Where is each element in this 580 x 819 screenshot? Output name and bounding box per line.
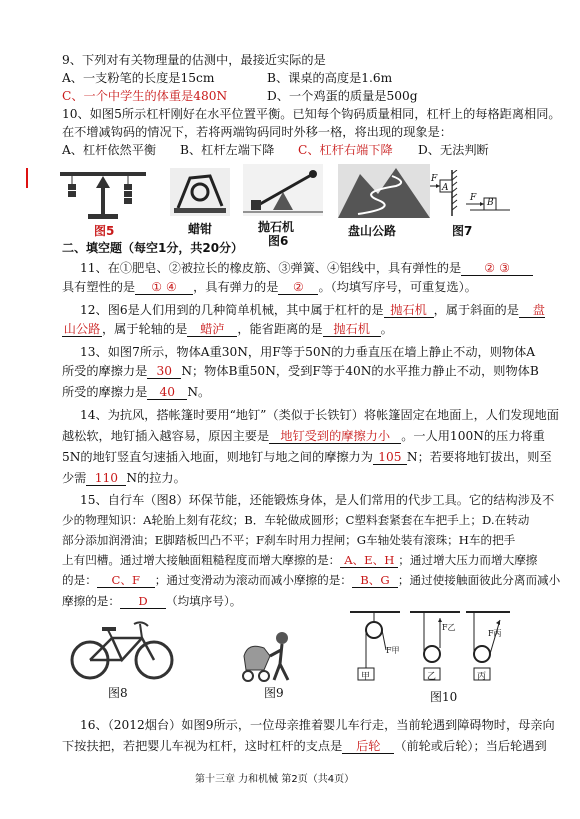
q15-text3: 的是：	[62, 573, 97, 587]
q14-line1: 14、为抗风，搭帐篷时要用“地钉”（类似于长铁钉）将帐篷固定在地面上，人们发现地面	[80, 408, 559, 422]
q15-text5: ；通过使接触面彼此分离而减小	[397, 573, 561, 587]
q12-answer2: 盘	[519, 303, 545, 318]
q15-answer2: C、F	[97, 573, 155, 588]
q15-text4: ；通过变滑动为滚动而减小摩擦的是：	[154, 573, 352, 587]
jia-label: 甲	[361, 672, 371, 682]
fig7-f1-label: F	[431, 174, 438, 184]
fig6-caption: 图6	[268, 234, 289, 248]
q14-text4: N；若要将地钉拔出，则至	[406, 450, 552, 464]
q16-text2: （前轮或后轮）；当后轮遇到	[394, 739, 547, 753]
catapult-caption: 抛石机	[258, 220, 295, 234]
q14-answer3: 110	[86, 471, 126, 486]
q10-option-c: C、杠杆右端下降	[298, 143, 393, 157]
fig8-caption: 图8	[108, 686, 128, 700]
q15-text6: 摩擦的是：	[62, 594, 120, 608]
q11-answer2: ① ④	[135, 280, 193, 295]
q14-text1: 越松软，地钉插入越容易，原因主要是	[62, 429, 270, 443]
q13-answer2: 40	[147, 385, 187, 400]
q15-answer4: D	[120, 594, 166, 609]
q11-line2	[62, 279, 477, 295]
q12-text1: 12、图6是人们用到的几种简单机械，其中属于杠杆的是	[80, 303, 384, 317]
fig5-caption: 图5	[94, 224, 115, 238]
q13-answer1: 30	[147, 364, 181, 379]
f-jia-label: F甲	[386, 646, 400, 655]
q15-line3: 部分添加润滑油；E脚踏板凹凸不平；F刹车时用力捏闸；G车轴处装有滚珠；H车的把手	[62, 533, 516, 547]
q10-option-b: B、杠杆左端下降	[180, 143, 275, 157]
q11-text4: 。（均填写序号，可重复选）。	[318, 280, 477, 294]
q12-answer2b: 山公路	[63, 322, 101, 336]
q14-answer2: 105	[373, 450, 407, 465]
q13-text1: 所受的摩擦力是	[62, 364, 148, 378]
q9-option-c: C、一个中学生的体重是480N	[62, 89, 228, 103]
q13-line3	[62, 384, 210, 400]
pliers-caption: 蜡钳	[188, 222, 213, 236]
q15-line1: 15、自行车（图8）环保节能，还能锻炼身体，是人们常用的代步工具。它的结构涉及不	[80, 493, 555, 507]
q15-line2: 少的物理知识：A轮胎上刻有花纹；B．车轮做成圆形；C塑料套紧套在车把手上；D.在转动	[62, 513, 530, 527]
q13-line2	[62, 363, 539, 379]
yi-label: 乙	[427, 672, 437, 682]
q15-text1: 上有凹槽。通过增大接触面粗糙程度而增大摩擦的是：	[62, 553, 341, 567]
q14-text5: 少需	[62, 471, 87, 485]
q11-answer1: ② ③	[461, 261, 533, 276]
wax-pliers-figure	[170, 168, 230, 216]
q16-answer1: 后轮	[342, 739, 394, 754]
q15-line4	[62, 552, 537, 568]
q10-option-a: A、杠杆依然平衡	[62, 143, 157, 157]
q13-text4: N。	[187, 385, 211, 399]
q10-option-d: D、无法判断	[418, 143, 489, 157]
q12-answer3: 蜡泸	[187, 322, 237, 337]
q10-stem-2: 在不增减钩码的情况下，若将两端钩码同时外移一格，将出现的现象是：	[62, 125, 452, 139]
q15-text7: （均填序号）。	[165, 594, 242, 608]
q11-text3: ，具有弹力的是	[193, 280, 279, 294]
margin-mark	[26, 168, 28, 188]
q14-line3	[62, 449, 552, 465]
q16-line2	[62, 738, 547, 754]
q9-option-b: B、课桌的高度是1.6m	[267, 71, 393, 85]
q14-text3: 5N的地钉竖直匀速插入地面，则地钉与地之间的摩擦力为	[62, 450, 373, 464]
mountain-road-figure	[338, 164, 430, 218]
q14-line4	[62, 470, 186, 486]
q15-line6	[62, 593, 241, 609]
catapult-figure	[243, 164, 323, 216]
q12-answer4: 抛石机	[323, 322, 381, 337]
q12-text3: ，属于轮轴的是	[102, 322, 188, 336]
fig7-f2-label: F	[470, 193, 477, 203]
q11-line1	[80, 260, 533, 276]
fig10-caption: 图10	[430, 690, 458, 704]
q9-stem: 9、下列对有关物理量的估测中，最接近实际的是	[62, 53, 326, 67]
f-yi-label: F乙	[442, 623, 456, 632]
bing-label: 丙	[477, 672, 487, 682]
stroller-figure	[240, 630, 304, 682]
q13-text2: N；物体B重50N，受到F等于40N的水平推力静止不动，则物体B	[181, 364, 539, 378]
lever-figure	[58, 166, 148, 222]
road-caption: 盘山公路	[348, 224, 397, 238]
q13-text3: 所受的摩擦力是	[62, 385, 148, 399]
q12-text2: ，属于斜面的是	[433, 303, 519, 317]
q10-stem: 10、如图5所示杠杆刚好在水平位置平衡。已知每个钩码质量相同，杠杆上的每格距离相同。	[62, 107, 561, 121]
q12-line2	[62, 321, 393, 337]
q12-line1	[80, 302, 545, 318]
page-footer: 第十三章 力和机械 第2页（共4页）	[195, 774, 355, 785]
q15-answer1: A、E、H	[340, 553, 398, 568]
fig9-caption: 图9	[264, 686, 284, 700]
fig7-a-label: A	[442, 183, 449, 193]
q14-text6: N的拉力。	[126, 471, 186, 485]
q12-text4: ，能省距离的是	[237, 322, 323, 336]
q16-text1: 下按扶把，若把婴儿车视为杠杆，这时杠杆的支点是	[62, 739, 343, 753]
q12-end: 。	[380, 322, 393, 336]
q15-line5	[62, 572, 560, 588]
q13-line1: 13、如图7所示，物体A重30N，用F等于50N的力垂直压在墙上静止不动，则物体A	[80, 345, 536, 359]
q9-option-a: A、一支粉笔的长度是15cm	[62, 71, 215, 85]
q15-text2: ；通过增大压力而增大摩擦	[398, 553, 538, 567]
q16-line1: 16、（2012烟台）如图9所示，一位母亲推着婴儿车行走，当前轮遇到障碍物时，母亲向	[80, 718, 555, 732]
f-bing-label: F丙	[488, 629, 502, 638]
q11-text2: 具有塑性的是	[62, 280, 136, 294]
q14-answer1: 地钉受到的摩擦力小	[269, 429, 401, 444]
bicycle-figure	[66, 618, 178, 682]
fig7-caption: 图7	[452, 224, 473, 238]
q15-answer3: B、G	[352, 573, 398, 588]
q11-text1: 11、在①肥皂、②被拉长的橡皮筋、③弹簧、④铝线中，具有弹性的是	[80, 261, 462, 275]
q9-option-d: D、一个鸡蛋的质量是500g	[267, 89, 418, 103]
q12-answer1: 抛石机	[384, 303, 434, 318]
q14-text2: 。一人用100N的压力将重	[401, 429, 545, 443]
q11-answer3: ②	[278, 280, 318, 295]
section-2-heading: 二、填空题（每空1分，共20分）	[62, 241, 244, 255]
q14-line2	[62, 428, 545, 444]
fig7-b-label: B	[487, 198, 494, 208]
